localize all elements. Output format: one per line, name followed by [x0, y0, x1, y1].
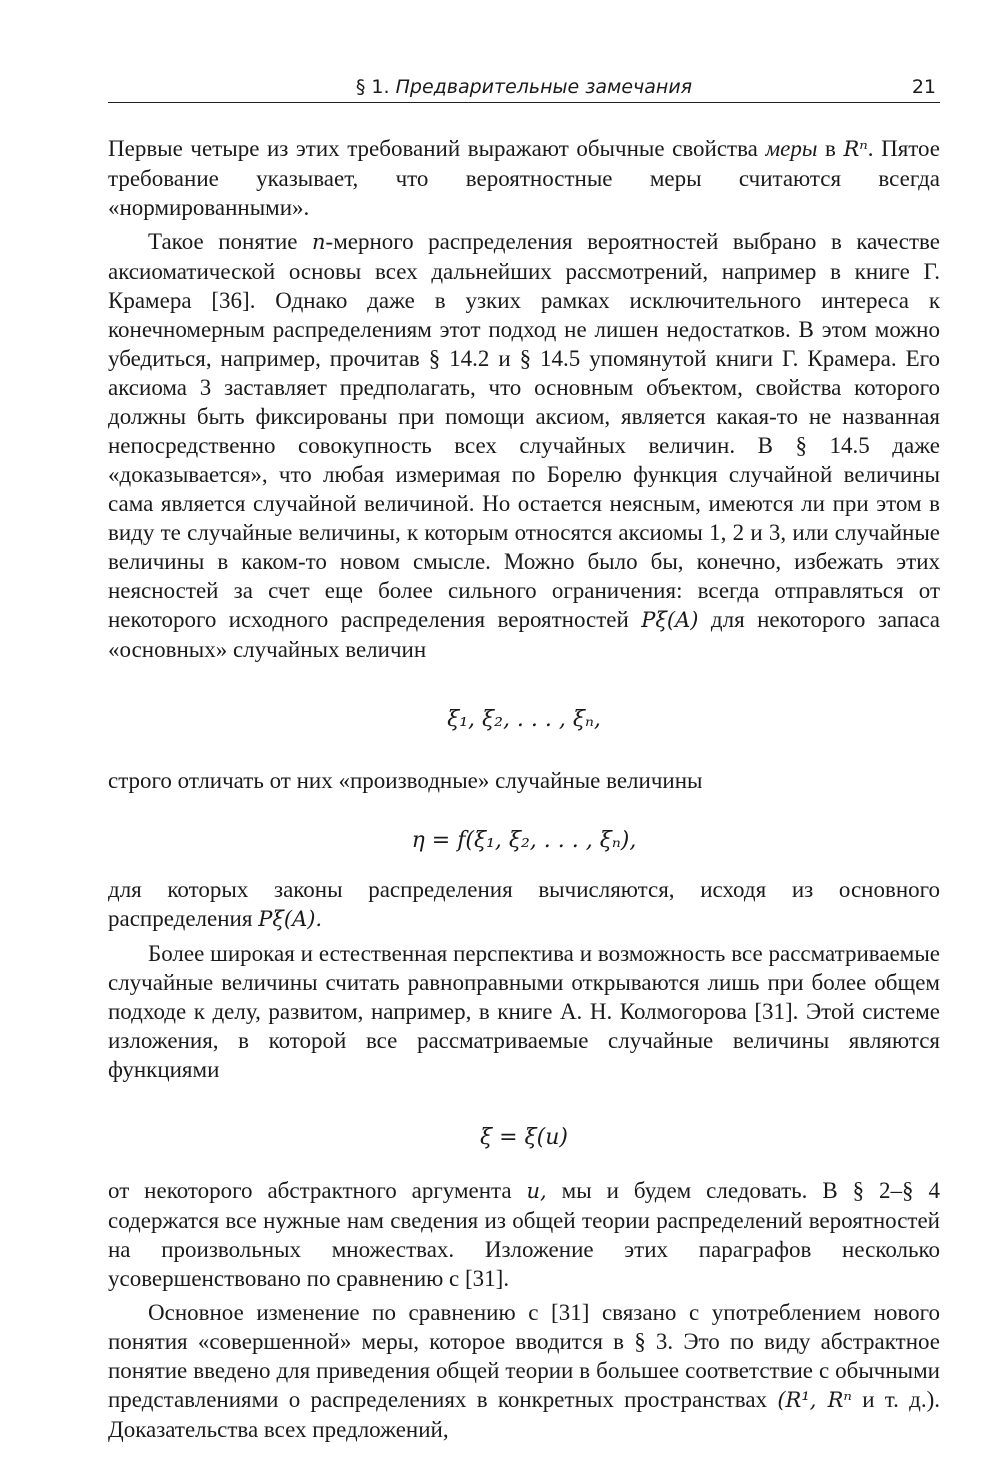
display-formula: ξ₁, ξ₂, . . . , ξₙ,	[447, 707, 601, 732]
paragraph-5	[108, 939, 940, 1084]
display-formula: ξ = ξ(u)	[480, 1125, 568, 1150]
math-inline: u,	[526, 1179, 547, 1203]
paragraph-text: Первые четыре из этих требований выражают обычные свойства	[108, 136, 758, 161]
section-number: § 1.	[355, 76, 390, 98]
running-head	[108, 74, 940, 103]
display-formula: η = f(ξ₁, ξ₂, . . . , ξₙ),	[411, 828, 637, 853]
paragraph-text: строго отличать от них «производные» случайные величины	[108, 768, 703, 793]
paragraph-1	[108, 134, 940, 222]
paragraph-text: Основное изменение по сравнению с [31] связано с употреблением нового понятия «совершенной» меры, которое вводится в § 3. Это по виду абстрактное понятие введено для приведения общей теории в большее соответствие с обычными представлениями о распределениях в конкретных пространствах	[108, 1300, 940, 1412]
paragraph-text: . Пятое требование указывает, что вероятностные меры считаются	[108, 136, 941, 191]
page-body	[108, 134, 940, 1444]
paragraph-7	[108, 1298, 940, 1444]
running-head-title	[108, 76, 940, 98]
paragraph-text: всегда «нормированными».	[108, 166, 941, 220]
math-inline: Pξ(A).	[258, 907, 323, 931]
section-title: Предварительные замечания	[395, 76, 693, 98]
paragraph-3	[108, 766, 940, 795]
paragraph-6	[108, 1176, 940, 1293]
paragraph-text: Более широкая и естественная перспектива и возможность все рассматриваемые случайные величины считать равноправными открываются лишь при более общем подходе к делу, развитом, например, в книге А. Н. Колмогорова [31]. Этой системе изложения, в которой все рассматриваемые случайные величины являются функциями	[108, 941, 940, 1082]
paragraph-text: -мерного распределения вероятностей выбрано в качестве аксиоматической основы всех дальнейших рассмотрений, например в книге Г. Крамера [36]. Однако даже в узких рамках исключительного интереса к конечномерным распределениям этот подход не лишен недостатков. В этом можно убедиться, например, прочитав § 14.2 и § 14.5 упомянутой книги Г. Крамера. Его аксиома 3 заставляет предполагать, что основным объектом, свойства которого должны быть фиксированы при помощи аксиом, является какая-то не названная непосредственно совокупность всех случайных величин. В § 14.5 даже «доказывается», что любая измеримая по Борелю функция случайной величины сама является случайной величиной. Но остается неясным, имеются ли при этом в виду те случайные величины, к которым относятся аксиомы 1, 2 и 3, или случайные величины в каком-то новом смысле. Можно было бы, конечно, избежать этих неясностей за счет еще более сильного ограничения: всегда отправляться от некоторого исходного распределения вероятностей	[108, 229, 940, 632]
paragraph-text: и т. д.). Доказательства всех предложений,	[108, 1387, 940, 1442]
math-inline: (R¹, Rⁿ	[777, 1388, 852, 1412]
page-number: 21	[911, 76, 936, 98]
paragraph-text: Такое понятие	[148, 229, 298, 254]
paragraph-text: в	[824, 136, 836, 161]
math-inline: Rⁿ	[843, 137, 868, 161]
paragraph-text: для некоторого запаса «основных» случайных величин	[108, 607, 941, 662]
paragraph-4	[108, 875, 940, 934]
paragraph-text: мы и будем следовать. В § 2–§ 4 содержатся все нужные нам сведения из общей теории распределений вероятностей на произвольных множествах. Изложение этих параграфов несколько усовершенствовано по сравнению с [31].	[108, 1178, 940, 1291]
math-inline: n	[312, 230, 326, 254]
paragraph-2	[108, 227, 940, 664]
math-inline: Pξ(A)	[641, 608, 699, 632]
emphasis: меры	[765, 136, 818, 161]
paragraph-text: для которых законы распределения вычисляются, исходя из основного распределения	[108, 877, 940, 931]
paragraph-text: от некоторого абстрактного аргумента	[108, 1178, 512, 1203]
